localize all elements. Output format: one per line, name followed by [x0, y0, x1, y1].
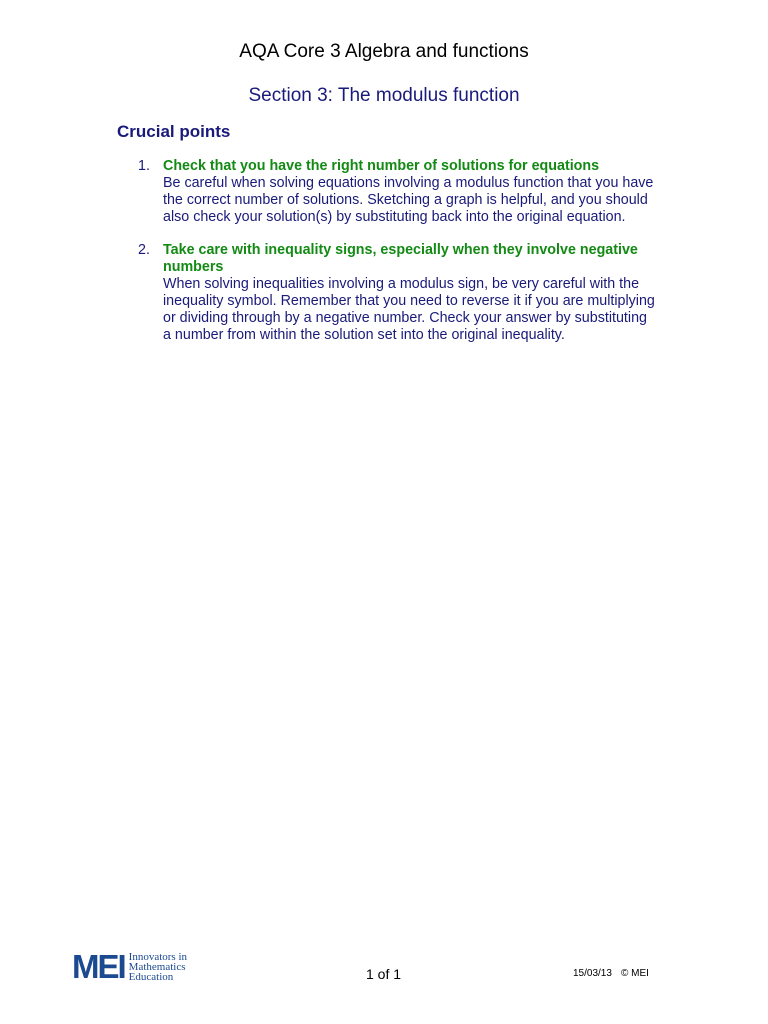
- footer-date: 15/03/13: [573, 968, 612, 979]
- crucial-points-heading: Crucial points: [117, 122, 231, 141]
- section-title: Section 3: The modulus function: [248, 85, 520, 106]
- point-number: 2.: [138, 242, 150, 258]
- logo-tagline-line: Mathematics: [128, 961, 186, 973]
- mei-logo: [72, 948, 188, 985]
- page-footer: [0, 948, 768, 988]
- logo-tagline: [129, 952, 187, 982]
- logo-mark-text: MEI: [72, 948, 125, 985]
- crucial-point-1: [138, 158, 658, 226]
- logo-tagline-line: Education: [128, 971, 174, 983]
- page-number: 1 of 1: [366, 966, 402, 982]
- point-heading: Check that you have the right number of solutions for equations: [163, 158, 600, 174]
- point-body: When solving inequalities involving a modulus sign, be very careful with the inequality symbol. Remember that you need to reverse it if you are multiplying or dividing through by a negative number. Check your answer by substituting a number from within the solution set into the original inequality.: [163, 276, 655, 343]
- logo-tagline-line: Innovators in: [128, 951, 188, 963]
- footer-copyright: © MEI: [621, 968, 649, 979]
- logo-mark: [72, 948, 125, 985]
- point-heading: Take care with inequality signs, especially when they involve negative numbers: [163, 242, 638, 275]
- point-number: 1.: [138, 158, 150, 174]
- document-title: AQA Core 3 Algebra and functions: [239, 41, 529, 62]
- crucial-points-list: [138, 158, 658, 360]
- crucial-point-2: [138, 242, 658, 344]
- point-body: Be careful when solving equations involving a modulus function that you have the correct number of solutions. Sketching a graph is helpful, and you should also check your solution(s) by substituting back into the original equation.: [163, 175, 654, 225]
